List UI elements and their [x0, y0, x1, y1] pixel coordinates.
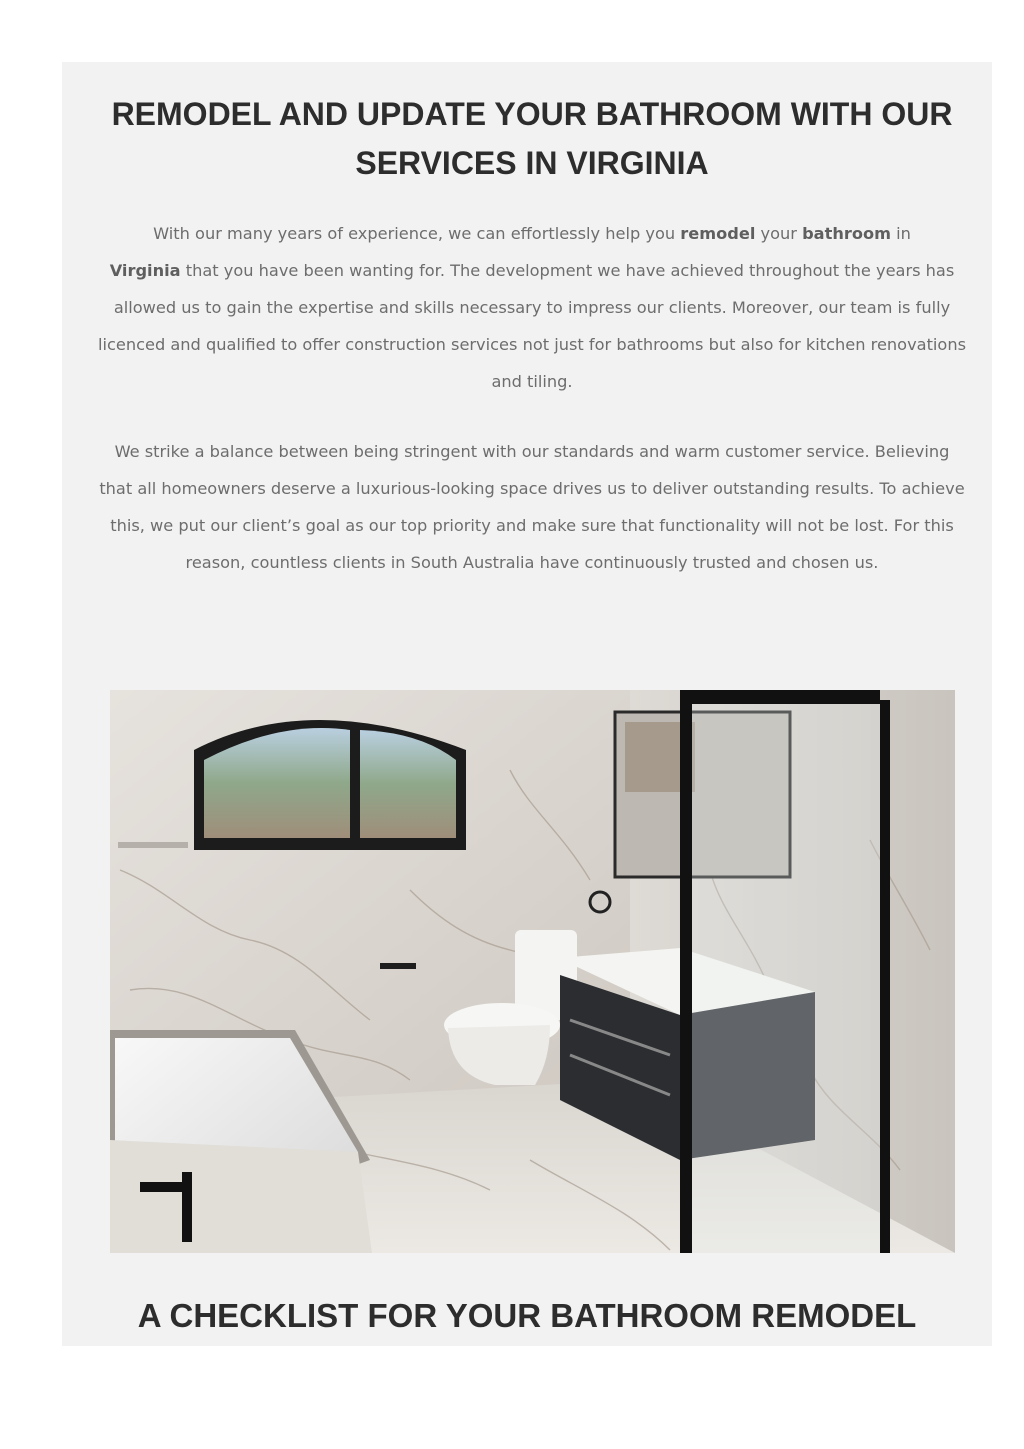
intro-text-4: that you have been wanting for. The development we have achieved throughout the years has allowed us to gain the expertise and skills necessary to impress our clients. Moreover, our team is fully licenced and qualified to offer construction services not just for bathrooms but also for kitchen renovations and tiling. [97, 261, 967, 391]
intro-paragraph [96, 215, 968, 400]
intro-text-1: With our many years of experience, we can effortlessly help you [153, 224, 681, 243]
intro-text-2: your [755, 224, 803, 243]
page-title: REMODEL AND UPDATE YOUR BATHROOM WITH OUR SERVICES IN VIRGINIA [111, 96, 953, 181]
keyword-bathroom: bathroom [802, 224, 891, 243]
bathroom-photo [110, 690, 955, 1253]
keyword-virginia: Virginia [109, 261, 181, 280]
service-paragraph: We strike a balance between being stringent with our standards and warm customer service. Believing that all homeowners deserve a luxurious-looking space drives us to deliver outstanding results. To achieve this, we put our client’s goal as our top priority and make sure that functionality will not be lost. For this reason, countless clients in South Australia have continuously trusted and chosen us. [99, 442, 965, 572]
intro-text-3: in [890, 224, 911, 243]
keyword-remodel: remodel [680, 224, 756, 243]
checklist-heading: A CHECKLIST FOR YOUR BATHROOM REMODEL [137, 1297, 917, 1334]
